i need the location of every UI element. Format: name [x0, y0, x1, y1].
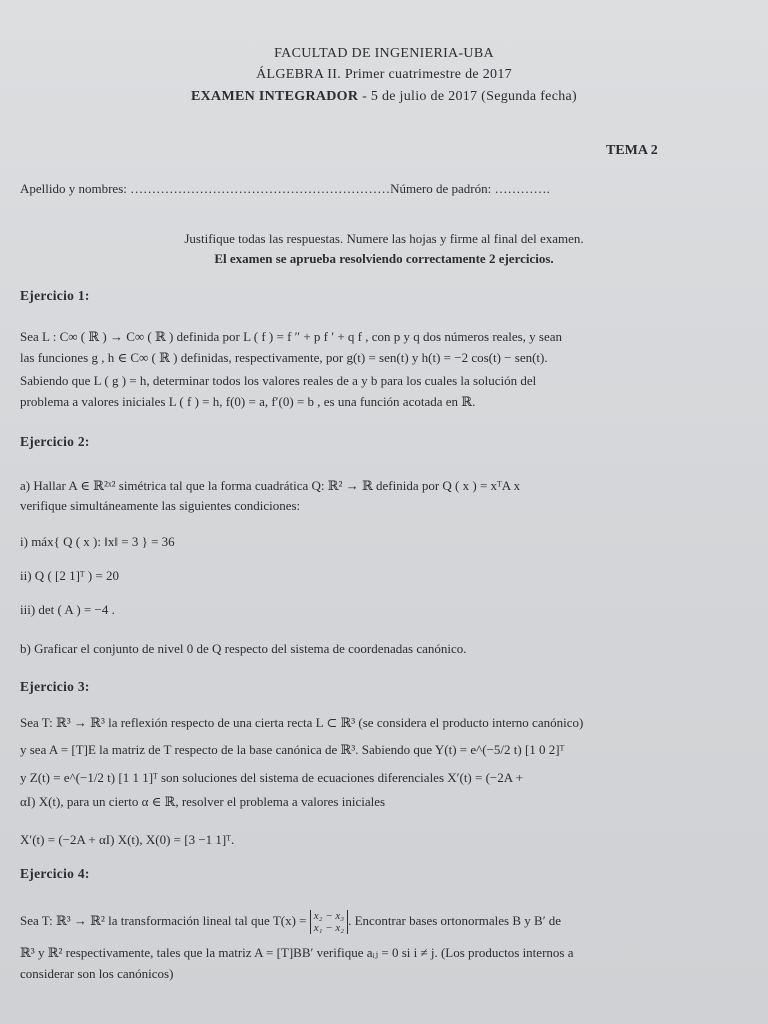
course-heading: ÁLGEBRA II. Primer cuatrimestre de 2017 [256, 67, 512, 82]
exam-heading [0, 89, 768, 105]
exam-title: EXAMEN INTEGRADOR [191, 89, 359, 104]
instructions-line-2: El examen se aprueba resolviendo correctamente 2 ejercicios. [214, 251, 554, 266]
faculty-heading: FACULTAD DE INGENIERIA-UBA [274, 46, 494, 61]
exercise-3-title: Ejercicio 3: [20, 679, 90, 694]
exercise-1-line-2: las funciones g , h ∈ C∞ ( ℝ ) definidas, respectivamente, por g(t) = sen(t) y h(t) = −2 cos(t) − sen(t). [20, 350, 548, 365]
exercise-3-line-5: X′(t) = (−2A + αI) X(t), X(0) = [3 −1 1]ᵀ. [20, 832, 235, 847]
padron-dots: …………. [494, 181, 550, 196]
exercise-3-line-3: y Z(t) = e^(−1/2 t) [1 1 1]ᵀ son soluciones del sistema de ecuaciones diferenciales X′(t) = (−2A + [20, 770, 524, 785]
exercise-4-line-1-start: Sea T: ℝ³ → ℝ² la transformación lineal tal que T(x) = [20, 912, 310, 928]
exercise-4-line-3: considerar son los canónicos) [20, 966, 174, 981]
tx-matrix [310, 910, 348, 934]
exercise-4-line-2: ℝ³ y ℝ² respectivamente, tales que la matriz A = [T]BB′ verifique aᵢⱼ = 0 si i ≠ j. (Los productos internos a [20, 945, 574, 960]
tx-matrix-top: x₂ − x₃ [313, 910, 345, 922]
student-info-line [20, 181, 550, 197]
exercise-2-a-line-1: a) Hallar A ∈ ℝ²ˣ² simétrica tal que la forma cuadrática Q: ℝ² → ℝ definida por Q ( x ) = xᵀA x [20, 478, 521, 493]
exercise-4-line-1-end: . Encontrar bases ortonormales B y B′ de [348, 912, 562, 928]
exercise-2-condition-ii: ii) Q ( [2 1]ᵀ ) = 20 [20, 568, 120, 583]
exercise-3-line-2: y sea A = [T]E la matriz de T respecto de la base canónica de ℝ³. Sabiendo que Y(t) = e^(−5/2 t) [1 0 2]ᵀ [20, 742, 565, 757]
exercise-2-condition-i: i) máx{ Q ( x ): ‖x‖ = 3 } = 36 [20, 534, 175, 549]
exercise-2-title: Ejercicio 2: [20, 434, 90, 449]
tx-matrix-bottom: x₁ − x₂ [313, 922, 345, 934]
exercise-2-a-line-2: verifique simultáneamente las siguientes condiciones: [20, 498, 301, 513]
exercise-4-line-1 [20, 910, 561, 934]
theme-label: TEMA 2 [606, 143, 658, 158]
exercise-3-line-1: Sea T: ℝ³ → ℝ³ la reflexión respecto de una cierta recta L ⊂ ℝ³ (se considera el producto interno canónico) [20, 715, 584, 730]
exercise-3-line-4: αI) X(t), para un cierto α ∈ ℝ, resolver el problema a valores iniciales [20, 794, 386, 809]
instructions-line-1: Justifique todas las respuestas. Numere las hojas y firme al final del examen. [184, 231, 584, 246]
exercise-1-line-3: Sabiendo que L ( g ) = h, determinar todos los valores reales de a y b para los cuales la solución del [20, 373, 537, 388]
exercise-1-line-1: Sea L : C∞ ( ℝ ) → C∞ ( ℝ ) definida por L ( f ) = f ″ + p f ′ + q f , con p y q dos números reales, y sean [20, 329, 563, 344]
exercise-4-title: Ejercicio 4: [20, 866, 90, 881]
padron-label: Número de padrón: [390, 181, 495, 196]
exercise-2-b: b) Graficar el conjunto de nivel 0 de Q respecto del sistema de coordenadas canónico. [20, 641, 467, 656]
exam-date: - 5 de julio de 2017 (Segunda fecha) [358, 89, 577, 104]
exercise-2-condition-iii: iii) det ( A ) = −4 . [20, 602, 115, 617]
exercise-1-line-4: problema a valores iniciales L ( f ) = h, f(0) = a, f′(0) = b , es una función acotada en ℝ. [20, 394, 476, 409]
name-label: Apellido y nombres: [20, 181, 131, 196]
name-dots: …………………………………………………… [130, 181, 391, 196]
exercise-1-title: Ejercicio 1: [20, 288, 90, 303]
